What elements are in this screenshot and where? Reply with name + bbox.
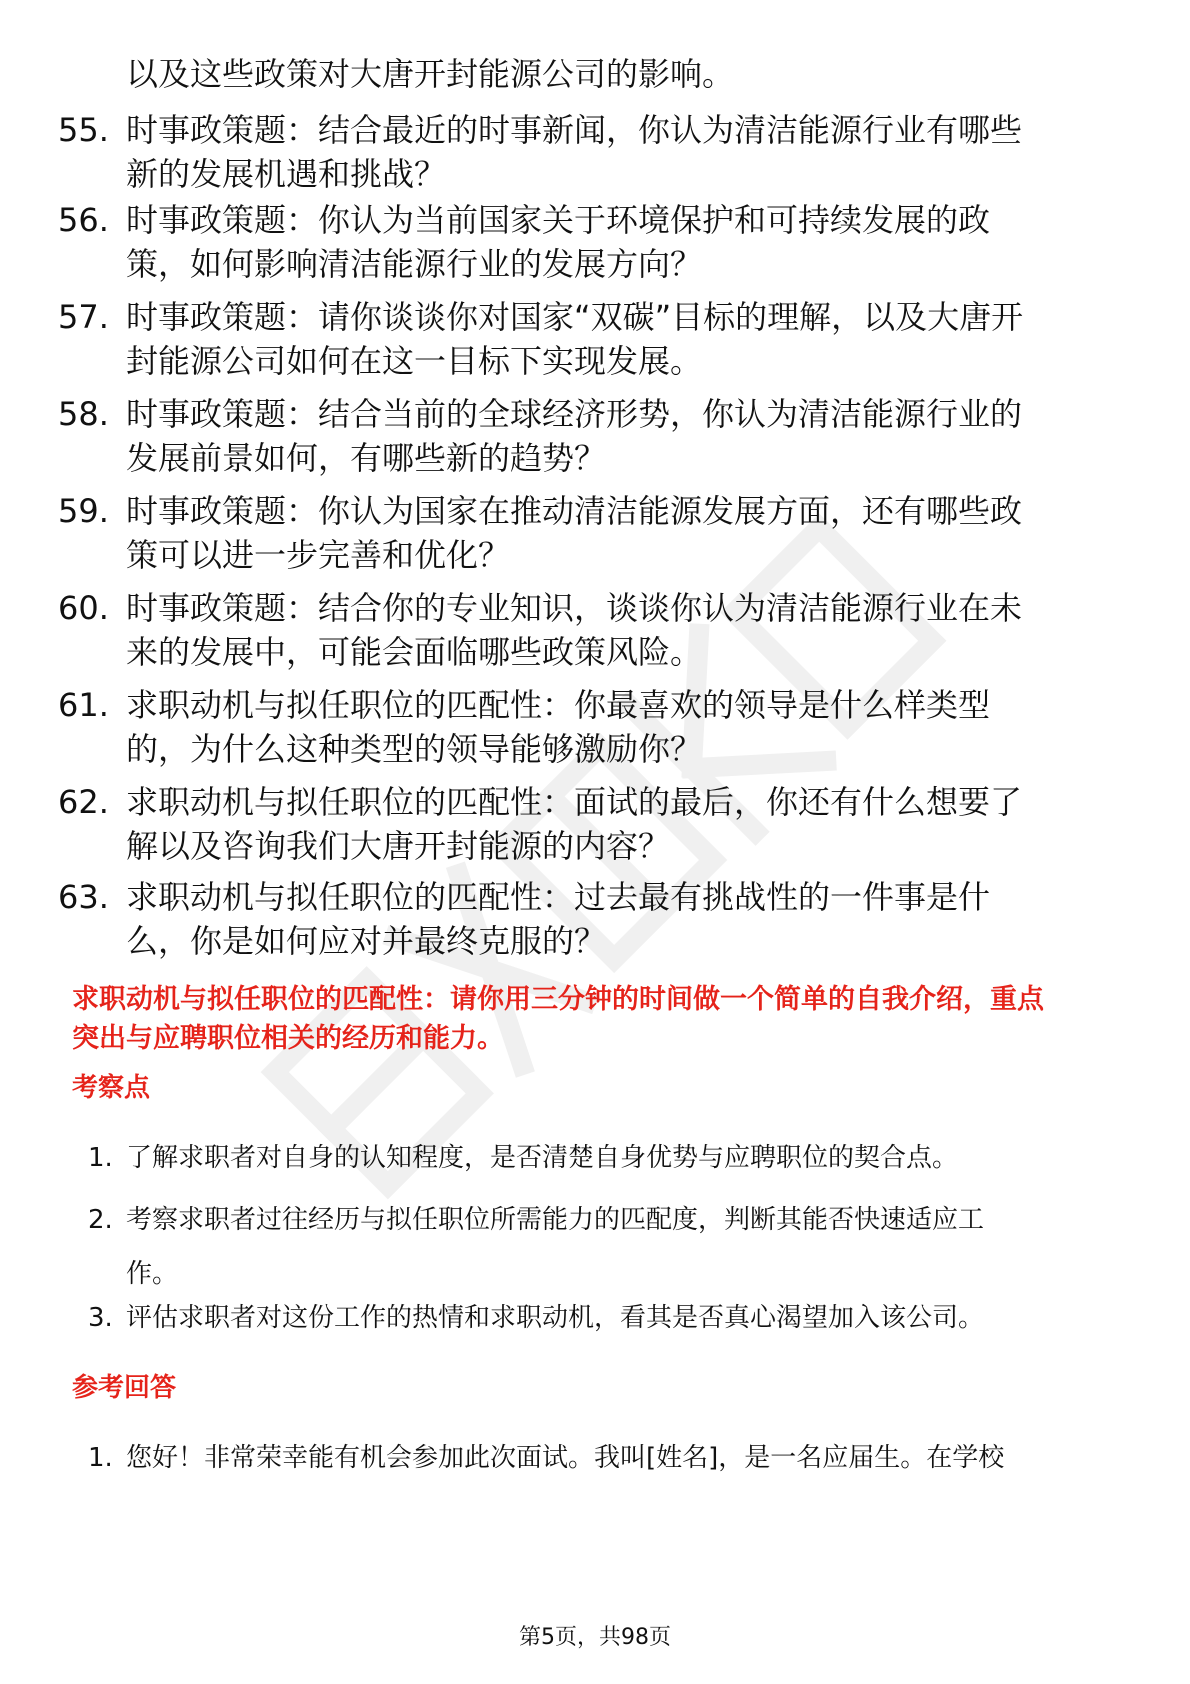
highlight-question-line: 突出与应聘职位相关的经历和能力。 xyxy=(72,1023,504,1054)
point-text: 评估求职者对这份工作的热情和求职动机，看其是否真心渴望加入该公司。 xyxy=(126,1303,985,1333)
point-number: 1. xyxy=(88,1143,113,1173)
item-text: 时事政策题：你认为当前国家关于环境保护和可持续发展的政 xyxy=(126,201,991,239)
item-text: 时事政策题：结合最近的时事新闻，你认为清洁能源行业有哪些 xyxy=(126,111,1023,149)
item-number: 61. xyxy=(58,686,109,724)
item-number: 55. xyxy=(58,111,109,149)
item-text: 策可以进一步完善和优化？ xyxy=(126,536,511,574)
page-number: 第5页，共98页 xyxy=(519,1625,671,1650)
item-text: 时事政策题：你认为国家在推动清洁能源发展方面，还有哪些政 xyxy=(126,492,1023,530)
item-text: 的，为什么这种类型的领导能够激励你？ xyxy=(126,730,703,768)
item-number: 56. xyxy=(58,201,109,239)
highlight-question xyxy=(72,980,1132,1058)
highlight-question-line: 求职动机与拟任职位的匹配性：请你用三分钟的时间做一个简单的自我介绍，重点 xyxy=(72,984,1044,1015)
item-number: 57. xyxy=(58,298,109,336)
point-number: 1. xyxy=(88,1443,113,1473)
item-text: 来的发展中，可能会面临哪些政策风险。 xyxy=(126,633,703,671)
point-text: 考察求职者过往经历与拟任职位所需能力的匹配度，判断其能否快速适应工 xyxy=(126,1205,985,1235)
item-text: 新的发展机遇和挑战？ xyxy=(126,155,447,193)
item-text: 策，如何影响清洁能源行业的发展方向？ xyxy=(126,245,703,283)
item-number: 60. xyxy=(58,589,109,627)
point-text: 您好！非常荣幸能有机会参加此次面试。我叫[姓名]，是一名应届生。在学校 xyxy=(126,1443,1005,1473)
item-number: 63. xyxy=(58,878,109,916)
point-text: 作。 xyxy=(126,1259,179,1289)
item-text: 么，你是如何应对并最终克服的？ xyxy=(126,922,607,960)
item-number: 62. xyxy=(58,783,109,821)
item-text: 发展前景如何，有哪些新的趋势？ xyxy=(126,439,607,477)
item-number: 58. xyxy=(58,395,109,433)
reference-heading: 参考回答 xyxy=(72,1373,177,1403)
item-text: 求职动机与拟任职位的匹配性：过去最有挑战性的一件事是什 xyxy=(126,878,991,916)
point-text: 了解求职者对自身的认知程度，是否清楚自身优势与应聘职位的契合点。 xyxy=(126,1143,959,1173)
item-number: 59. xyxy=(58,492,109,530)
point-number: 3. xyxy=(88,1303,113,1333)
item-text: 时事政策题：结合当前的全球经济形势，你认为清洁能源行业的 xyxy=(126,395,1023,433)
item-text: 解以及咨询我们大唐开封能源的内容？ xyxy=(126,827,671,865)
point-number: 2. xyxy=(88,1205,113,1235)
continuation-text: 以及这些政策对大唐开封能源公司的影响。 xyxy=(126,55,735,93)
assessment-heading: 考察点 xyxy=(72,1073,151,1103)
item-text: 求职动机与拟任职位的匹配性：面试的最后，你还有什么想要了 xyxy=(126,783,1023,821)
item-text: 求职动机与拟任职位的匹配性：你最喜欢的领导是什么样类型 xyxy=(126,686,991,724)
item-text: 封能源公司如何在这一目标下实现发展。 xyxy=(126,342,703,380)
item-text: 时事政策题：结合你的专业知识，谈谈你认为清洁能源行业在未 xyxy=(126,589,1023,627)
item-text: 时事政策题：请你谈谈你对国家“双碳”目标的理解，以及大唐开 xyxy=(126,298,1024,336)
